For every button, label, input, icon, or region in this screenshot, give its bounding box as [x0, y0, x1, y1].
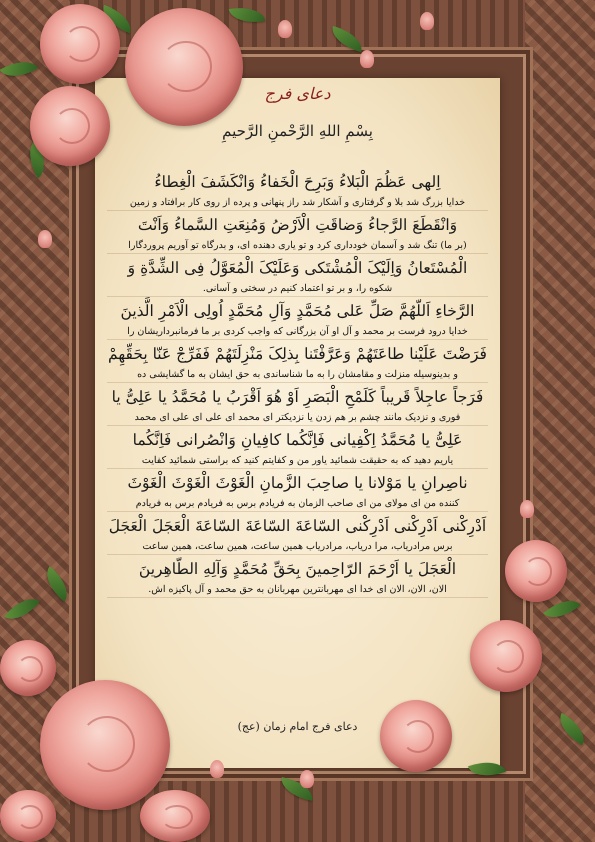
prayer-lines [107, 168, 488, 598]
rosebud-icon [420, 12, 434, 30]
arabic-text: الْعَجَلَ یا اَرْحَمَ الرّاحِمینَ بِحَقِّ مُحَمَّدٍ وَآلِهِ الطّاهِرینَ [138, 560, 457, 578]
persian-translation: یاریم دهید که به حقیقت شمائید یاور من و کفایتم کنید که براستی شمائید کفایت [107, 454, 488, 469]
prayer-line [107, 469, 488, 512]
prayer-line [107, 254, 488, 297]
prayer-line [107, 340, 488, 383]
arabic-text: عَلِیُّ یا مُحَمَّدُ اِکْفِیانی فَاِنَّکُما کافِیانِ وَانْصُرانی فَاِنَّکُما [132, 431, 463, 449]
rosebud-icon [520, 500, 534, 518]
rose-icon [470, 620, 542, 692]
prayer-line [107, 512, 488, 555]
arabic-text: فَرَجاً عاجِلاً قَریباً کَلَمْحِ الْبَصَرِ اَوْ هُوَ اَقْرَبُ یا مُحَمَّدُ یا عَلِیُّ یا [111, 388, 484, 406]
rose-icon [505, 540, 567, 602]
persian-translation: الان، الان، الان ای خدا ای مهربانترین مهربانان به حق محمد و آل پاکیزه اش. [107, 583, 488, 598]
arabic-text: الرَّخاءِ اَللّهُمَّ صَلِّ عَلی مُحَمَّدٍ وَآلِ مُحَمَّدٍ اُولِی الْاَمْرِ الَّذینَ [120, 302, 475, 320]
rosebud-icon [360, 50, 374, 68]
prayer-line [107, 383, 488, 426]
persian-translation: فوری و نزدیک مانند چشم بر هم زدن یا نزدیکتر ای محمد ای علی ای علی ای محمد [107, 411, 488, 426]
persian-translation: برس مرادریاب، مرا دریاب، مرادریاب همین ساعت، همین ساعت، همین ساعت [107, 540, 488, 555]
footer-caption: دعای فرج امام زمان (عج) [237, 720, 358, 733]
prayer-paper [95, 78, 500, 768]
arabic-text: الْمُسْتَعانُ وَاِلَیْکَ الْمُشْتَکی وَعَلَیْکَ الْمُعَوَّلُ فِی الشِّدَّةِ وَ [127, 259, 468, 277]
arabic-text: ناصِرانِ یا مَوْلانا یا صاحِبَ الزَّمانِ الْغَوْثَ الْغَوْثَ الْغَوْثَ [127, 474, 468, 492]
arabic-text: اِلهی عَظُمَ الْبَلاءُ وَبَرِحَ الْخَفاءُ وَانْکَشَفَ الْغِطاءُ [154, 173, 441, 191]
rose-icon [125, 8, 243, 126]
rose-icon [30, 86, 110, 166]
rose-icon [40, 680, 170, 810]
rose-icon [0, 790, 56, 842]
rose-icon [40, 4, 120, 84]
prayer-title: دعای فرج [264, 84, 331, 103]
persian-translation: (بر ما) تنگ شد و آسمان خودداری کرد و تو یاری دهنده ای، و بدرگاه تو آوریم پروردگارا [107, 239, 488, 254]
arabic-text: فَرَضْتَ عَلَیْنا طاعَتَهُمْ وَعَرَّفْتَنا بِذلِکَ مَنْزِلَتَهُمْ فَفَرِّجْ عَنّا بِحَقِّهِمْ [108, 345, 487, 363]
prayer-line [107, 211, 488, 254]
arabic-text: وَانْقَطَعَ الرَّجاءُ وَضاقَتِ الْاَرْضُ وَمُنِعَتِ السَّماءُ وَاَنْتَ [137, 216, 458, 234]
prayer-line [107, 426, 488, 469]
arabic-text: اَدْرِکْنی اَدْرِکْنی اَدْرِکْنی السّاعَةَ السّاعَةَ السّاعَةَ الْعَجَلَ الْعَجَلَ [108, 517, 487, 535]
persian-translation: و بدینوسیله منزلت و مقامشان را به ما شناساندی به حق ایشان به ما گشایشی ده [107, 368, 488, 383]
rosebud-icon [210, 760, 224, 778]
persian-translation: خدایا بزرگ شد بلا و گرفتاری و آشکار شد راز پنهانی و پرده از روی کار برافتاد و زمین [107, 196, 488, 211]
basmala: بِسْمِ اللهِ الرَّحْمنِ الرَّحیمِ [222, 122, 373, 140]
rosebud-icon [278, 20, 292, 38]
rosebud-icon [38, 230, 52, 248]
prayer-line [107, 297, 488, 340]
persian-translation: شکوه را، و بر تو اعتماد کنیم در سختی و آسانی. [107, 282, 488, 297]
prayer-line [107, 168, 488, 211]
prayer-line [107, 555, 488, 598]
rose-icon [140, 790, 210, 842]
rose-icon [380, 700, 452, 772]
persian-translation: کننده من ای مولای من ای صاحب الزمان به فریادم برس به فریادم برس به فریادم [107, 497, 488, 512]
rose-icon [0, 640, 56, 696]
rosebud-icon [300, 770, 314, 788]
persian-translation: خدایا درود فرست بر محمد و آل او آن بزرگانی که واجب کردی بر ما فرمانبرداریشان را [107, 325, 488, 340]
